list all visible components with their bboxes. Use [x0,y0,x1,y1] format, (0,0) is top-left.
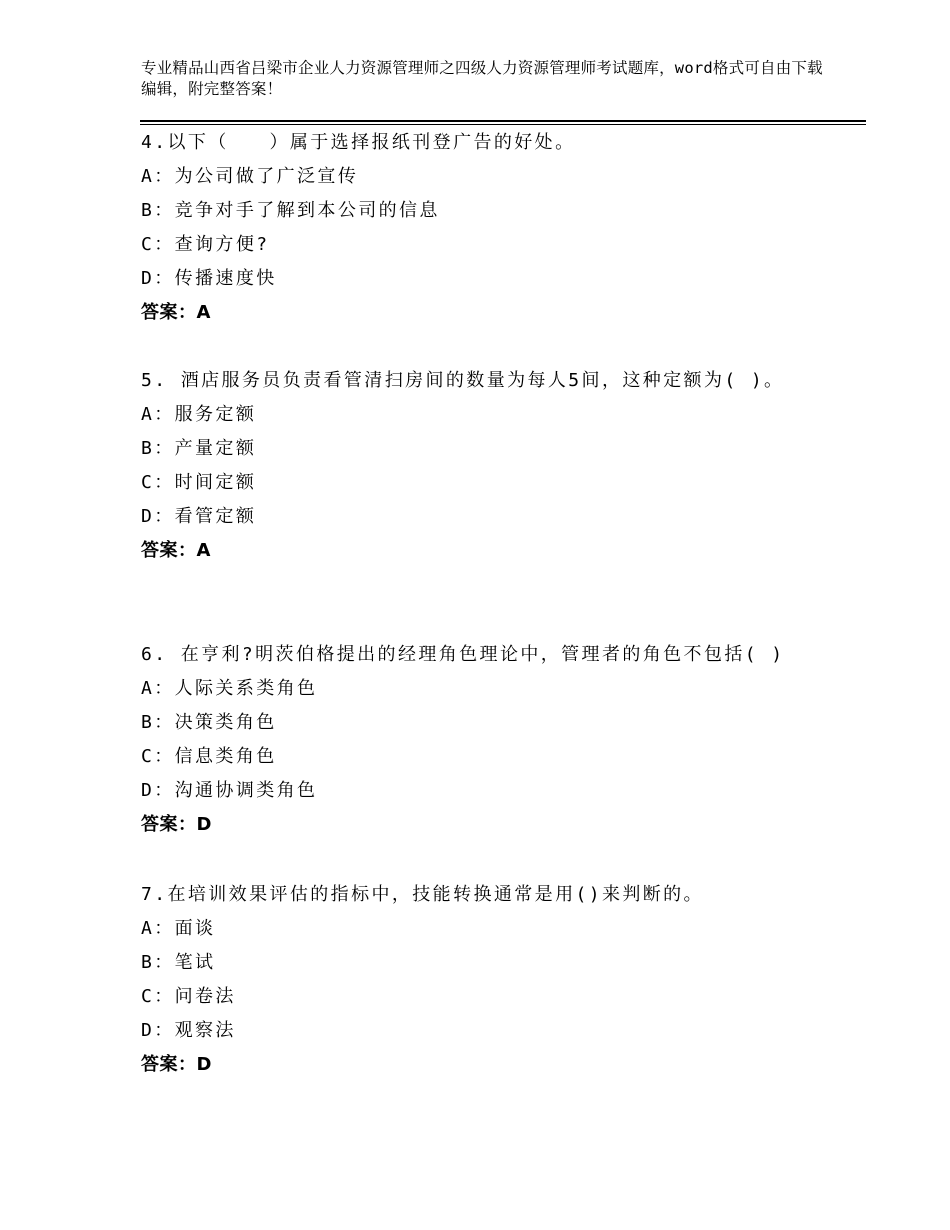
question-stem: 7.在培训效果评估的指标中，技能转换通常是用()来判断的。 [141,884,704,905]
header-divider-thin [140,124,866,125]
option-c: C：问卷法 [141,986,236,1007]
document-header: 专业精品山西省吕梁市企业人力资源管理师之四级人力资源管理师考试题库，word格式可自由下载编辑，附完整答案！ [141,59,823,98]
option-a: A：人际关系类角色 [141,678,318,699]
option-a: A：为公司做了广泛宣传 [141,166,359,187]
option-c: C：查询方便? [141,234,270,255]
option-c: C：时间定额 [141,472,257,493]
option-b: B：竞争对手了解到本公司的信息 [141,200,440,221]
option-d: D：传播速度快 [141,268,277,289]
option-b: B：决策类角色 [141,712,277,733]
option-a: A：服务定额 [141,404,257,425]
option-d: D：观察法 [141,1020,236,1041]
question-stem: 4.以下（ ）属于选择报纸刊登广告的好处。 [141,132,576,153]
option-c: C：信息类角色 [141,746,277,767]
answer-label: 答案：D [141,1054,212,1075]
option-b: B：笔试 [141,952,216,973]
question-stem: 6. 在亨利?明茨伯格提出的经理角色理论中，管理者的角色不包括( ) [141,644,785,665]
option-a: A：面谈 [141,918,216,939]
option-d: D：看管定额 [141,506,257,527]
answer-label: 答案：A [141,302,211,323]
question-5 [141,364,861,568]
question-stem: 5. 酒店服务员负责看管清扫房间的数量为每人5间，这种定额为( )。 [141,370,785,391]
option-d: D：沟通协调类角色 [141,780,318,801]
answer-label: 答案：A [141,540,211,561]
answer-label: 答案：D [141,814,212,835]
question-6 [141,638,861,842]
question-4 [141,126,861,330]
option-b: B：产量定额 [141,438,257,459]
question-7 [141,878,861,1082]
header-divider-thick [140,120,866,122]
